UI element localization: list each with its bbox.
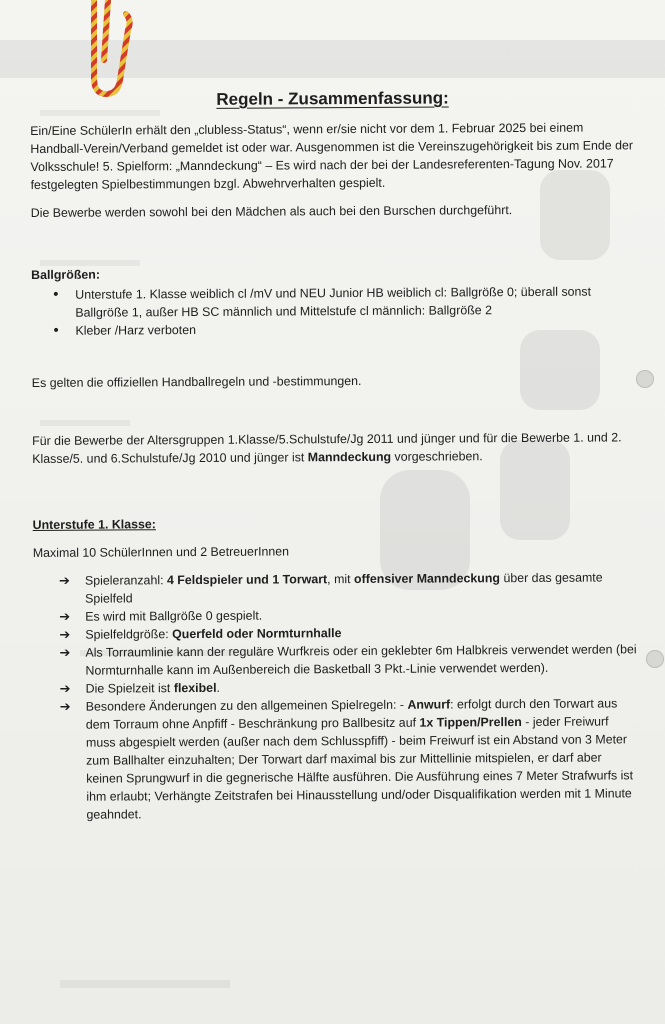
paperclip-icon <box>86 0 146 98</box>
unterstufe-heading: Unterstufe 1. Klasse: <box>32 517 156 532</box>
rule-emphasis: Anwurf <box>407 697 451 712</box>
list-item <box>58 568 638 607</box>
bewerbe-paragraph: Die Bewerbe werden sowohl bei den Mädchen als auch bei den Burschen durchgeführt. <box>30 203 513 220</box>
ballgroessen-list <box>31 282 636 340</box>
rule-text: Es wird mit Ballgröße 0 gespielt. <box>85 608 263 624</box>
arrow-right-icon: ➔ <box>59 680 71 696</box>
punch-hole-icon <box>646 650 664 668</box>
ballgroessen-item-text: Kleber /Harz verboten <box>75 322 197 338</box>
rule-text: Spielfeldgröße: <box>85 627 173 642</box>
rule-text: : erfolgt durch den Torwart aus dem Torraum ohne Anpfiff - Beschränkung pro Ballbesitz auf <box>85 696 618 732</box>
altersgruppen-paragraph <box>32 428 637 468</box>
rule-emphasis: 4 Feldspieler und 1 Torwart <box>166 572 328 588</box>
rule-emphasis: Querfeld oder Normturnhalle <box>172 626 342 642</box>
altersgruppen-text-end: vorgeschrieben. <box>391 449 483 464</box>
rule-emphasis: 1x Tippen/Prellen <box>419 715 522 730</box>
arrow-right-icon: ➔ <box>59 698 71 714</box>
list-item <box>59 694 640 823</box>
manndeckung-emphasis: Manndeckung <box>307 449 392 465</box>
rule-text: . <box>216 680 220 695</box>
arrow-right-icon: ➔ <box>59 626 71 642</box>
unterstufe-rules-list <box>33 568 640 824</box>
rule-text: Als Torraumlinie kann der reguläre Wurfkreis oder ein geklebter 6m Halbkreis verwendet werden (bei Normturnhalle kann im Außenbereich die Basketball 3 Pkt.-Linie verwendet werden). <box>85 642 637 678</box>
ballgroessen-item-text: Unterstufe 1. Klasse weiblich cl /mV und NEU Junior HB weiblich cl: Ballgröße 0; überall sonst Ballgröße 1, außer HB SC männlich und Mittelstufe cl männlich: Ballgröße 2 <box>75 284 592 320</box>
arrow-right-icon: ➔ <box>59 608 71 624</box>
altersgruppen-text: Für die Bewerbe der Altersgruppen 1.Klasse/5.Schulstufe/Jg 2011 und jünger und für die Bewerbe 1. und 2. Klasse/5. und 6.Schulstufe/Jg 2010 und jünger ist <box>32 430 622 466</box>
unterstufe-subline: Maximal 10 SchülerInnen und 2 BetreuerInnen <box>32 544 290 560</box>
document-body <box>30 88 639 824</box>
rule-text: - jeder Freiwurf muss abgespielt werden (außer nach dem Schlusspfiff) - beim Freiwurf ist ein Abstand von 3 Meter zum Ballhalter einzuhalten; Der Torwart darf maximal bis zur Mittellinie mitspielen, er darf aber keinen Sprungwurf in die gegnerische Hälfte ausführen. Die Ausführung eines 7 Meter Strafwurfs ist ihm erlaubt; Verhängte Zeitstrafen bei Hinausstellung und/oder Disqualifikation werden mit 1 Minute geahndet. <box>85 714 634 822</box>
rule-text: , mit <box>327 572 355 587</box>
rule-emphasis: offensiver Manndeckung <box>353 571 501 587</box>
rule-emphasis: flexibel <box>173 680 217 696</box>
rule-text: über das gesamte Spielfeld <box>85 570 603 606</box>
list-item <box>59 640 638 679</box>
arrow-right-icon: ➔ <box>59 644 71 660</box>
document-title: Regeln - Zusammenfassung: <box>216 88 449 109</box>
punch-hole-icon <box>636 370 654 388</box>
list-item <box>75 318 636 339</box>
intro-paragraph: Ein/Eine SchülerIn erhält den „clubless-Status“, wenn er/sie nicht vor dem 1. Februar 2025 bei einem Handball-Verein/Verband gemeldet ist oder war. Ausgenommen ist die Vereinszugehörigkeit bis zum Ende der Volksschule! 5. Spielform: „Manndeckung“ – Es wird nach der bei der Landesreferenten-Tagung Nov. 2017 festgelegten Spielbestimmungen bzgl. Abwehrverhalten gespielt. <box>30 120 634 192</box>
ballgroessen-heading: Ballgrößen: <box>31 267 101 282</box>
regeln-paragraph: Es gelten die offiziellen Handballregeln und -bestimmungen. <box>31 373 362 390</box>
arrow-right-icon: ➔ <box>58 572 70 588</box>
rule-text: Besondere Änderungen zu den allgemeinen Spielregeln: - <box>85 697 408 714</box>
list-item <box>75 282 636 321</box>
rule-text: Die Spielzeit ist <box>85 681 174 696</box>
rule-text: Spieleranzahl: <box>84 573 167 588</box>
